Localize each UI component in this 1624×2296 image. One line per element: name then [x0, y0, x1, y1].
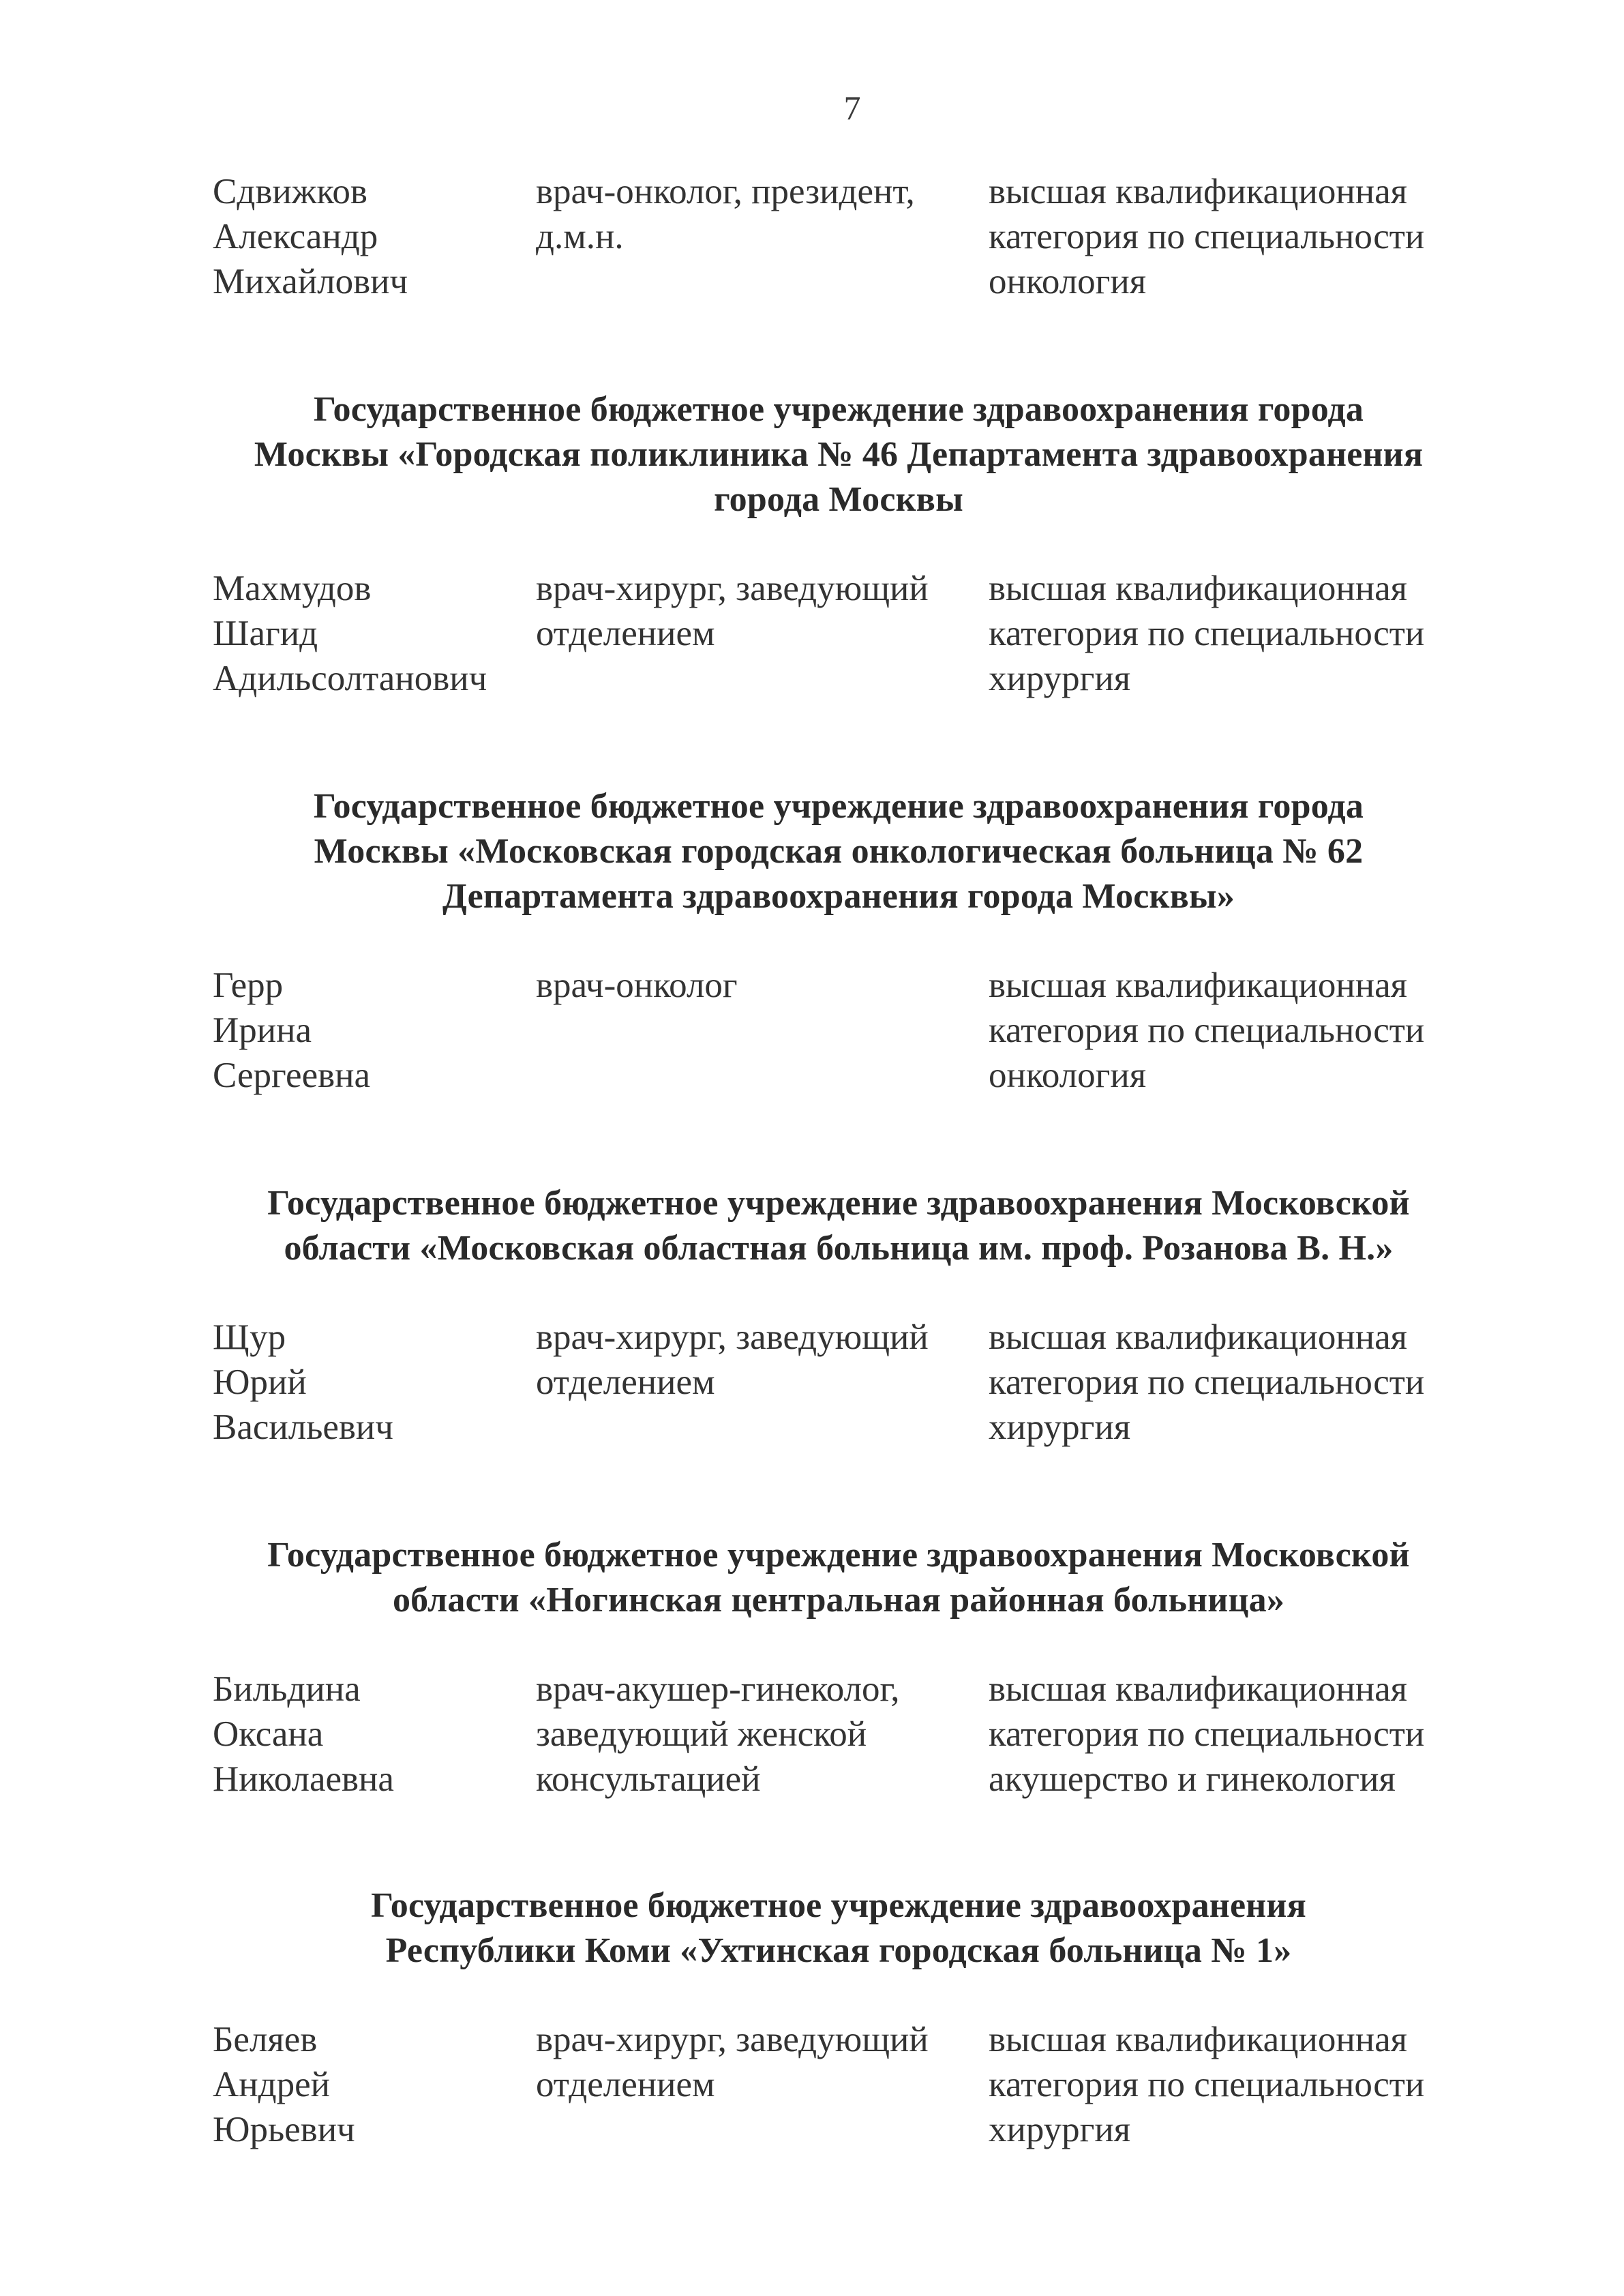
person-category — [989, 1315, 1507, 1450]
organization-line: Государственное бюджетное учреждение здравоохранения города — [313, 787, 1364, 826]
organization-line: Государственное бюджетное учреждение здравоохранения — [371, 1886, 1306, 1925]
person-name — [213, 2017, 526, 2152]
category-line: категория по специальности — [989, 1362, 1425, 1402]
position-line: отделением — [536, 2065, 715, 2104]
person-name — [213, 1667, 526, 1802]
category-line: категория по специальности — [989, 1011, 1425, 1050]
category-line: высшая квалификационная — [989, 2020, 1408, 2059]
position-line: врач-акушер-гинеколог, — [536, 1669, 900, 1709]
organization-line: области «Ногинская центральная районная больница» — [392, 1581, 1285, 1620]
first-name: Шагид — [213, 614, 318, 653]
surname: Беляев — [213, 2020, 318, 2059]
person-position — [536, 1667, 986, 1802]
first-name: Ирина — [213, 1011, 312, 1050]
patronymic: Васильевич — [213, 1407, 393, 1447]
surname: Герр — [213, 966, 284, 1005]
person-position — [536, 963, 986, 1008]
organization-heading-rozanov — [191, 1181, 1486, 1271]
category-line: акушерство и гинекология — [989, 1759, 1396, 1799]
organization-line: области «Московская областная больница им. проф. Розанова В. Н.» — [284, 1229, 1394, 1268]
organization-heading-ukhta — [191, 1883, 1486, 1973]
person-category — [989, 963, 1507, 1098]
person-category — [989, 169, 1507, 304]
category-line: высшая квалификационная — [989, 1669, 1408, 1709]
first-name: Оксана — [213, 1714, 324, 1754]
position-line: отделением — [536, 614, 715, 653]
person-name — [213, 566, 526, 701]
position-line: д.м.н. — [536, 217, 624, 256]
first-name: Юрий — [213, 1362, 307, 1402]
person-category — [989, 2017, 1507, 2152]
position-line: врач-онколог, президент, — [536, 172, 915, 211]
category-line: высшая квалификационная — [989, 569, 1408, 608]
first-name: Александр — [213, 217, 378, 256]
category-line: онкология — [989, 1056, 1147, 1095]
person-name — [213, 169, 526, 304]
person-category — [989, 566, 1507, 701]
person-position — [536, 566, 986, 656]
position-line: заведующий женской — [536, 1714, 867, 1754]
category-line: категория по специальности — [989, 2065, 1425, 2104]
category-line: хирургия — [989, 2110, 1131, 2149]
surname: Щур — [213, 1317, 286, 1357]
patronymic: Сергеевна — [213, 1056, 371, 1095]
organization-line: Москвы «Московская городская онкологическая больница № 62 — [314, 832, 1364, 871]
surname: Бильдина — [213, 1669, 361, 1709]
organization-line: Государственное бюджетное учреждение здравоохранения Московской — [267, 1184, 1410, 1223]
position-line: врач-хирург, заведующий — [536, 569, 929, 608]
category-line: хирургия — [989, 1407, 1131, 1447]
category-line: категория по специальности — [989, 1714, 1425, 1754]
person-category — [989, 1667, 1507, 1802]
category-line: высшая квалификационная — [989, 1317, 1408, 1357]
category-line: категория по специальности — [989, 217, 1425, 256]
organization-line: Государственное бюджетное учреждение здравоохранения города — [313, 390, 1364, 429]
category-line: онкология — [989, 262, 1147, 301]
position-line: врач-онколог — [536, 966, 738, 1005]
category-line: хирургия — [989, 659, 1131, 698]
page-number: 7 — [843, 89, 861, 127]
organization-line: Государственное бюджетное учреждение здравоохранения Московской — [267, 1536, 1410, 1575]
position-line: врач-хирург, заведующий — [536, 2020, 929, 2059]
position-line: врач-хирург, заведующий — [536, 1317, 929, 1357]
organization-heading-mgob62 — [191, 784, 1486, 919]
organization-line: города Москвы — [714, 480, 963, 519]
category-line: высшая квалификационная — [989, 172, 1408, 211]
person-position — [536, 1315, 986, 1405]
surname: Махмудов — [213, 569, 372, 608]
person-position — [536, 169, 986, 259]
position-line: консультацией — [536, 1759, 761, 1799]
organization-heading-gp46 — [191, 387, 1486, 522]
patronymic: Николаевна — [213, 1759, 394, 1799]
person-name — [213, 963, 526, 1098]
patronymic: Михайлович — [213, 262, 408, 301]
organization-line: Москвы «Городская поликлиника № 46 Департамента здравоохранения — [254, 435, 1424, 474]
patronymic: Юрьевич — [213, 2110, 355, 2149]
organization-line: Департамента здравоохранения города Москвы» — [442, 877, 1235, 916]
organization-line: Республики Коми «Ухтинская городская больница № 1» — [385, 1931, 1292, 1970]
patronymic: Адильсолтанович — [213, 659, 487, 698]
category-line: высшая квалификационная — [989, 966, 1408, 1005]
person-name — [213, 1315, 526, 1450]
first-name: Андрей — [213, 2065, 330, 2104]
position-line: отделением — [536, 1362, 715, 1402]
surname: Сдвижков — [213, 172, 367, 211]
category-line: категория по специальности — [989, 614, 1425, 653]
organization-heading-noginsk — [191, 1533, 1486, 1623]
person-position — [536, 2017, 986, 2107]
